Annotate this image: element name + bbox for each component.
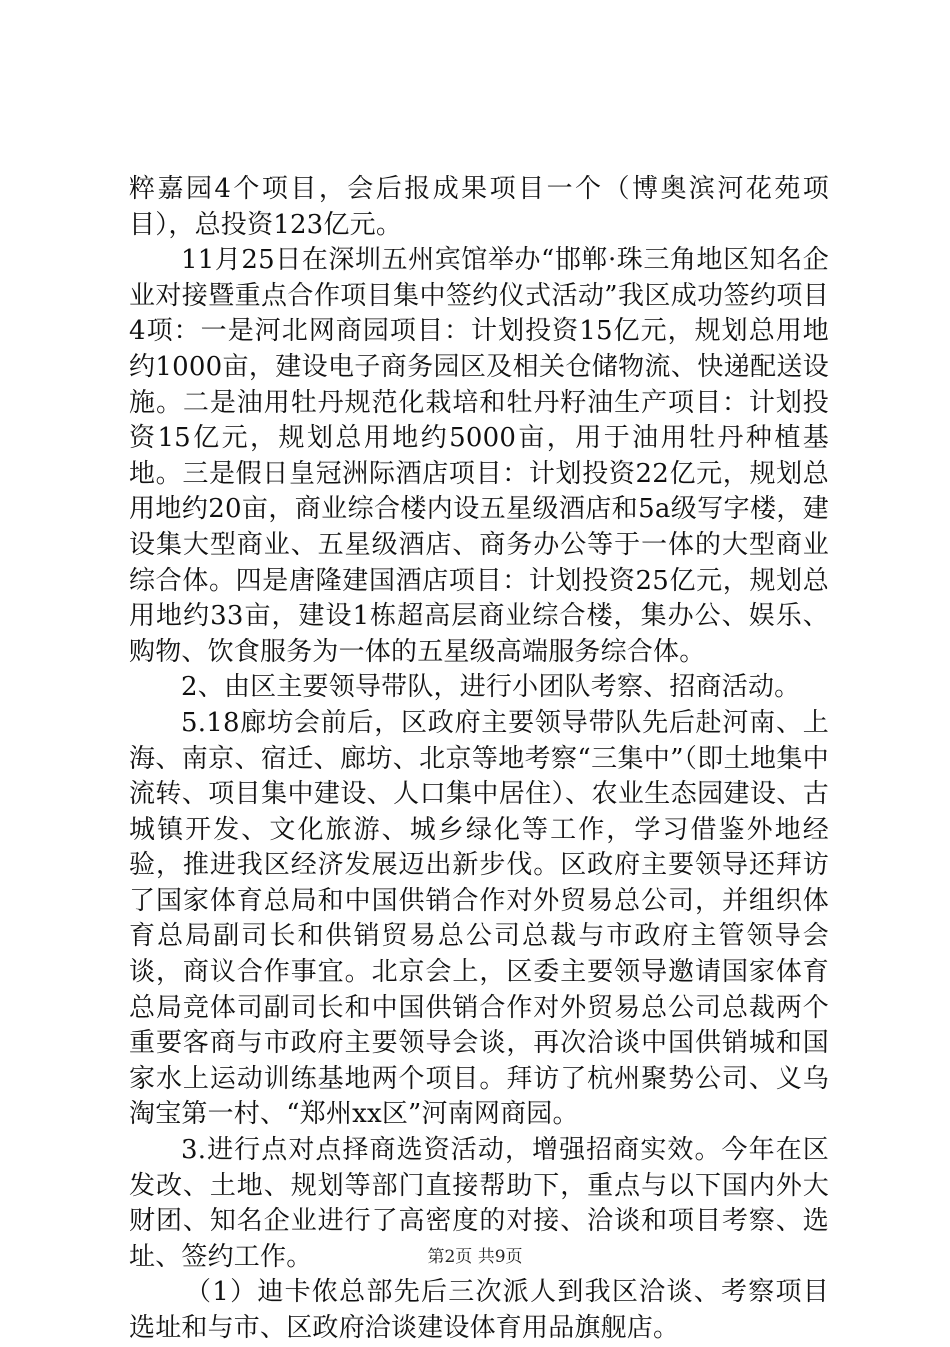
page-number-footer: 第2页 共9页 <box>427 1247 523 1267</box>
paragraph-point-to-point: 3.进行点对点择商选资活动，增强招商实效。今年在区发改、土地、规划等部门直接帮助下，重点与以下国内外大财团、知名企业进行了高密度的对接、洽谈和项目考察、选址、签约工作。 <box>129 1135 829 1272</box>
paragraph-langfang-visits: 5.18廊坊会前后，区政府主要领导带队先后赴河南、上海、南京、宿迁、廊坊、北京等地考察“三集中”（即土地集中流转、项目集中建设、人口集中居住）、农业生态园建设、古城镇开发、文化旅游、城乡绿化等工作，学习借鉴外地经验，推进我区经济发展迈出新步伐。区政府主要领导还拜访了国家体育总局和中国供销合作对外贸易总公司，并组织体育总局副司长和供销贸易总公司总裁与市政府主管领导会谈，商议合作事宜。北京会上，区委主要领导邀请国家体育总局竞体司副司长和中国供销合作对外贸易总公司总裁两个重要客商与市政府主要领导会谈，再次洽谈中国供销城和国家水上运动训练基地两个项目。拜访了杭州聚势公司、义乌淘宝第一村、“郑州xx区”河南网商园。 <box>129 707 829 1130</box>
paragraph-shenzhen-signing: 11月25日在深圳五州宾馆举办“邯郸·珠三角地区知名企业对接暨重点合作项目集中签约仪式活动”我区成功签约项目4项：一是河北网商园项目：计划投资15亿元，规划总用地约1000亩，建设电子商务园区及相关仓储物流、快递配送设施。二是油用牡丹规范化栽培和牡丹籽油生产项目：计划投资15亿元，规划总用地约5000亩，用于油用牡丹种植基地。三是假日皇冠洲际酒店项目：计划投资22亿元，规划总用地约20亩，商业综合楼内设五星级酒店和5a级写字楼，建设集大型商业、五星级酒店、商务办公等于一体的大型商业综合体。四是唐隆建国酒店项目：计划投资25亿元，规划总用地约33亩，建设1栋超高层商业综合楼，集办公、娱乐、购物、饮食服务为一体的五星级高端服务综合体。 <box>129 245 829 667</box>
document-body <box>129 172 829 1347</box>
paragraph-continuation: 粹嘉园4个项目，会后报成果项目一个（博奥滨河花苑项目），总投资123亿元。 <box>129 174 829 240</box>
paragraph-leader-investigation: 2、由区主要领导带队，进行小团队考察、招商活动。 <box>181 672 801 703</box>
paragraph-decathlon: （1）迪卡侬总部先后三次派人到我区洽谈、考察项目选址和与市、区政府洽谈建设体育用品旗舰店。 <box>129 1277 829 1343</box>
